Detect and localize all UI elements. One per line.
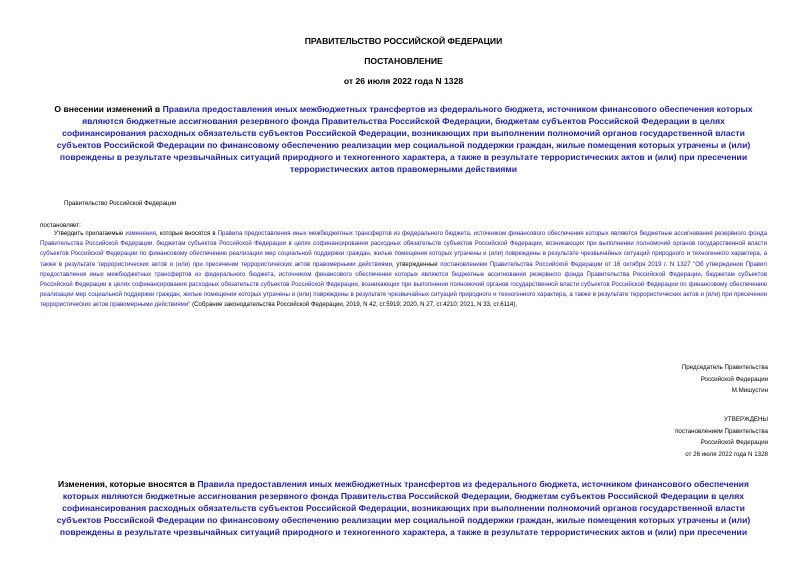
signature-block bbox=[528, 362, 768, 397]
preamble-government: Правительство Российской Федерации bbox=[64, 200, 177, 207]
body-text-2: , которые вносятся в bbox=[155, 230, 218, 237]
changes-title-rules-link[interactable]: Правила предоставления иных межбюджетных трансфертов из федерального бюджета, источником финансового обеспечения которых являются бюджетные ассигнования резервного фонда Правительства Российской Федерации, бюджетам субъектов Российской Федерации в целях софинансирования расходных обязательств субъектов Российской Федерации, возникающих при выполнении полномочий органов государственной власти субъектов Российской Федерации по финансовому обеспечению реализации мер социальной поддержки граждан, жилые помещения которых утрачены и (или) повреждены в результате чрезвычайных ситуаций природного и техногенного характера, а также в результате террористических актов и (или) при пресечении bbox=[56, 479, 751, 537]
resolution-link[interactable]: постановлением Правительства Российской Федерации от 16 октября 2019 г. N 1327 "Об утверждении Правил предоставления иных межбюджетных трансфертов из федерального бюджета, источником финансового обеспечения которых являются бюджетные ассигнования резервного фонда Правительства Российской Федерации, бюджетам субъектов Российской Федерации в целях софинансирования расходных обязательств субъектов Российской Федерации, возникающих при выполнении полномочий органов государственной власти субъектов Российской Федерации по финансовому обеспечению реализации мер социальной поддержки граждан, жилые помещения которых утрачены и (или) повреждены в результате чрезвычайных ситуаций природного и техногенного характера, а также в результате террористических актов и (или) при пресечении террористических актов правомерными действиями" bbox=[40, 260, 767, 309]
preamble-resolves: постановляет: bbox=[40, 222, 81, 229]
signature-line-1: Председатель Правительства bbox=[681, 364, 768, 371]
approved-heading: УТВЕРЖДЕНЫ bbox=[724, 416, 768, 423]
signature-name: М.Мишустин bbox=[731, 387, 768, 394]
document-type: ПОСТАНОВЛЕНИЕ bbox=[364, 56, 443, 66]
body-text-1: Утвердить прилагаемые bbox=[54, 230, 126, 237]
government-heading: ПРАВИТЕЛЬСТВО РОССИЙСКОЙ ФЕДЕРАЦИИ bbox=[304, 36, 503, 46]
rules-link[interactable]: Правила предоставления иных межбюджетных трансфертов из федерального бюджета, источником финансового обеспечения которых являются бюджетные ассигнования резервного фонда Правительства Российской Федерации, бюджетам субъектов Российской Федерации в целях софинансирования расходных обязательств субъектов Российской Федерации, возникающих при выполнении полномочий органов государственной власти субъектов Российской Федерации по финансовому обеспечению реализации мер социальной поддержки граждан, жилые помещения которых утрачены и (или) повреждены в результате чрезвычайных ситуаций природного и техногенного характера, а также в результате террористических актов и (или) при пресечении террористических актов правомерными действиями bbox=[40, 230, 768, 268]
body-paragraph bbox=[40, 229, 767, 311]
document-date-number: от 26 июля 2022 года N 1328 bbox=[343, 76, 464, 86]
changes-title-prefix: Изменения, которые вносятся в bbox=[58, 479, 198, 489]
approved-line-3: Российской Федерации bbox=[700, 439, 768, 446]
changes-title bbox=[40, 478, 767, 538]
body-text-3: , утвержденные bbox=[392, 260, 441, 268]
document-title bbox=[40, 103, 767, 175]
title-rules-link[interactable]: Правила предоставления иных межбюджетных трансфертов из федерального бюджета, источником финансового обеспечения которых являются бюджетные ассигнования резервного фонда Правительства Российской Федерации, бюджетам субъектов Российской Федерации в целях софинансирования расходных обязательств субъектов Российской Федерации, возникающих при выполнении полномочий органов государственной власти субъектов Российской Федерации по финансовому обеспечению реализации мер социальной поддержки граждан, жилые помещения которых утрачены и (или) повреждены в результате чрезвычайных ситуаций природного и техногенного характера, а также в результате террористических актов и (или) при пресечении террористических актов правомерными действиями bbox=[56, 104, 753, 174]
approved-date: от 26 июля 2022 года N 1328 bbox=[685, 450, 768, 458]
approved-block bbox=[528, 414, 768, 460]
signature-line-2: Российской Федерации bbox=[700, 375, 768, 383]
title-prefix: О внесении изменений в bbox=[54, 104, 163, 114]
approved-line-2: постановлением Правительства bbox=[675, 427, 768, 435]
changes-link[interactable]: изменения bbox=[125, 230, 156, 237]
body-text-4: (Собрание законодательства Российской Федерации, 2019, N 42, ст.5919; 2020, N 27, ст.4210; 2021, N 33, ст.6114). bbox=[190, 301, 518, 309]
